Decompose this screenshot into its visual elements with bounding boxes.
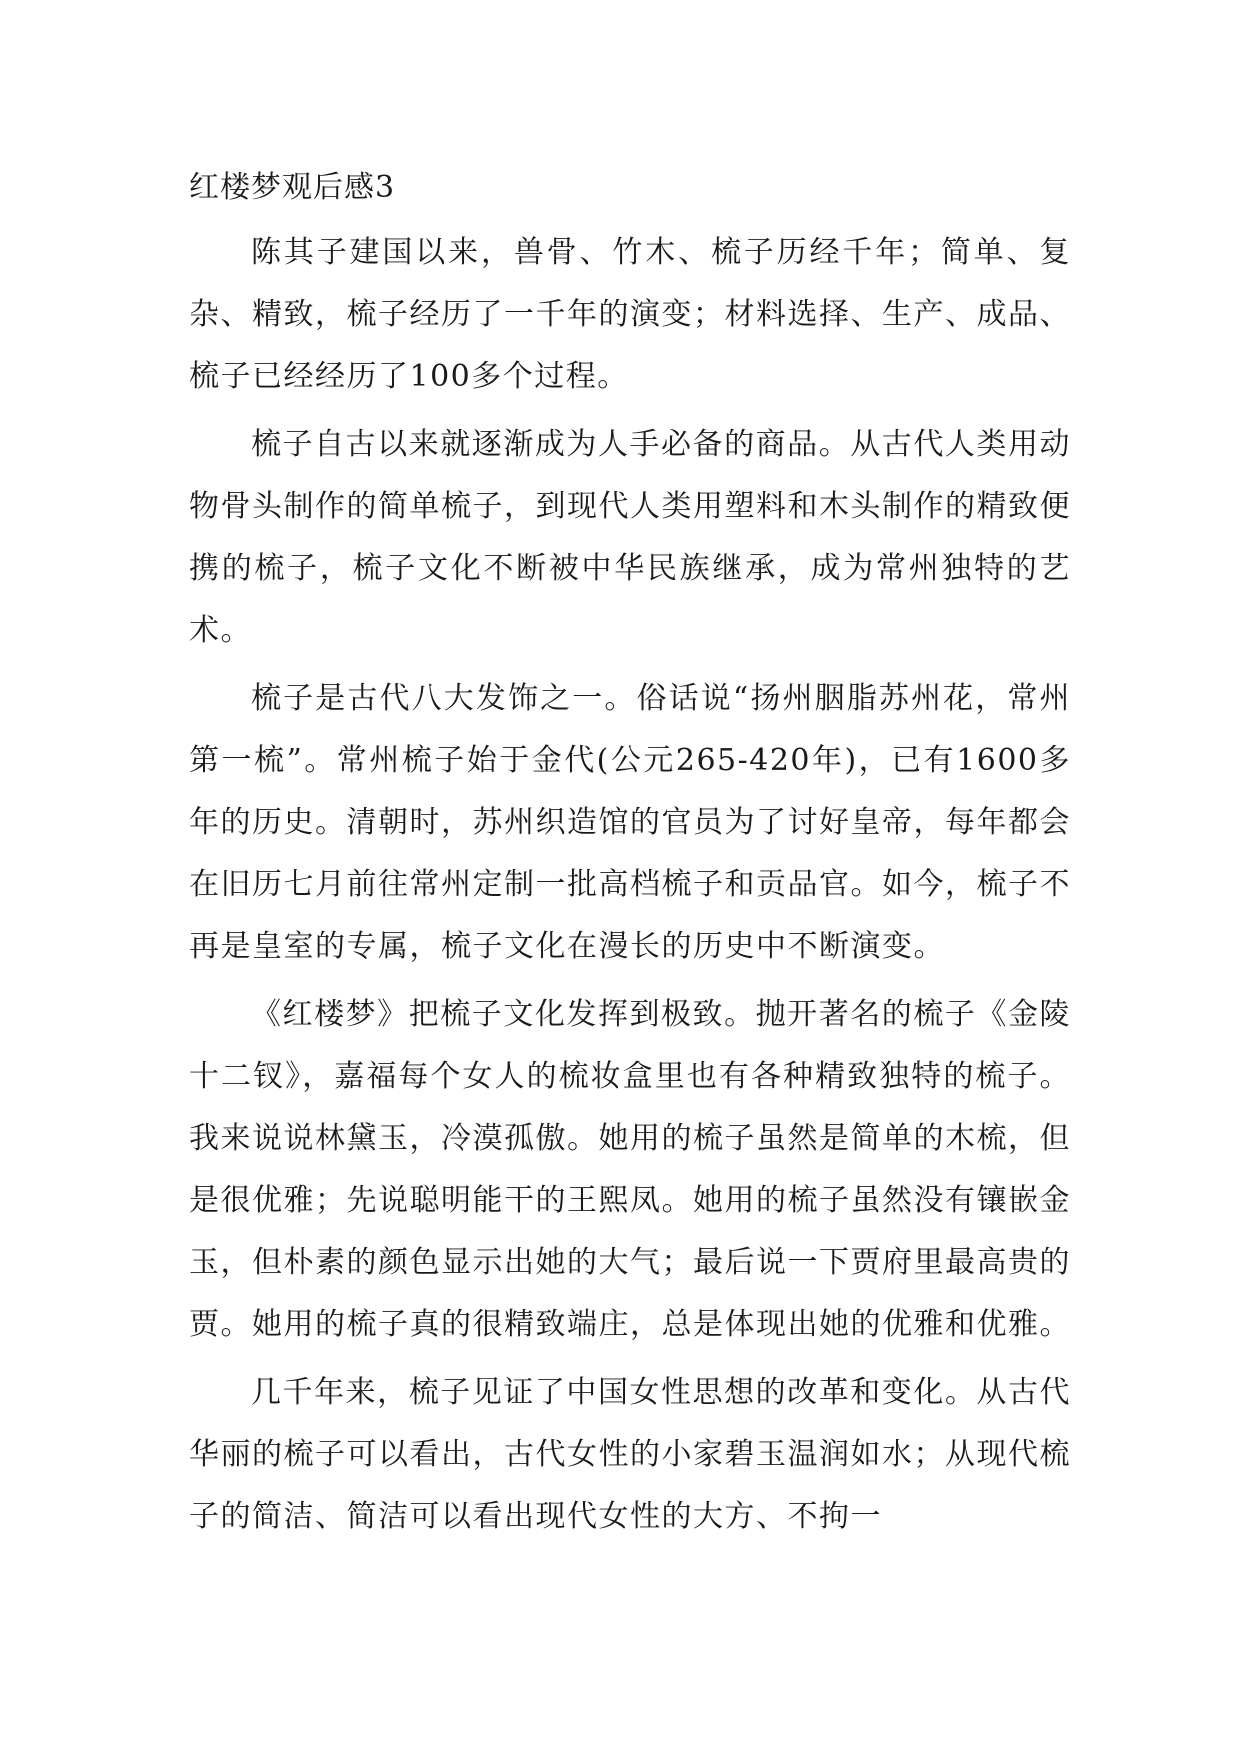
document-title: 红楼梦观后感3: [189, 170, 396, 205]
paragraph-5: 几千年来，梳子见证了中国女性思想的改革和变化。从古代华丽的梳子可以看出，古代女性的小家碧玉温润如水；从现代梳子的简洁、简洁可以看出现代女性的大方、不拘一: [189, 1375, 1071, 1534]
paragraph-2: 梳子自古以来就逐渐成为人手必备的商品。从古代人类用动物骨头制作的简单梳子，到现代人类用塑料和木头制作的精致便携的梳子，梳子文化不断被中华民族继承，成为常州独特的艺术。: [189, 427, 1071, 648]
document-body: [189, 158, 1071, 1548]
paragraph-3: 梳子是古代八大发饰之一。俗话说“扬州胭脂苏州花，常州第一梳”。常州梳子始于金代(公元265-420年)，已有1600多年的历史。清朝时，苏州织造馆的官员为了讨好皇帝，每年都会在旧历七月前往常州定制一批高档梳子和贡品官。如今，梳子不再是皇室的专属，梳子文化在漫长的历史中不断演变。: [189, 681, 1071, 964]
paragraph-4: 《红楼梦》把梳子文化发挥到极致。抛开著名的梳子《金陵十二钗》，嘉福每个女人的梳妆盒里也有各种精致独特的梳子。我来说说林黛玉，冷漠孤傲。她用的梳子虽然是简单的木梳，但是很优雅；先说聪明能干的王熙凤。她用的梳子虽然没有镶嵌金玉，但朴素的颜色显示出她的大气；最后说一下贾府里最高贵的贾。她用的梳子真的很精致端庄，总是体现出她的优雅和优雅。: [189, 997, 1071, 1342]
paragraph-1: 陈其子建国以来，兽骨、竹木、梳子历经千年；简单、复杂、精致，梳子经历了一千年的演变；材料选择、生产、成品、梳子已经经历了100多个过程。: [189, 235, 1071, 394]
